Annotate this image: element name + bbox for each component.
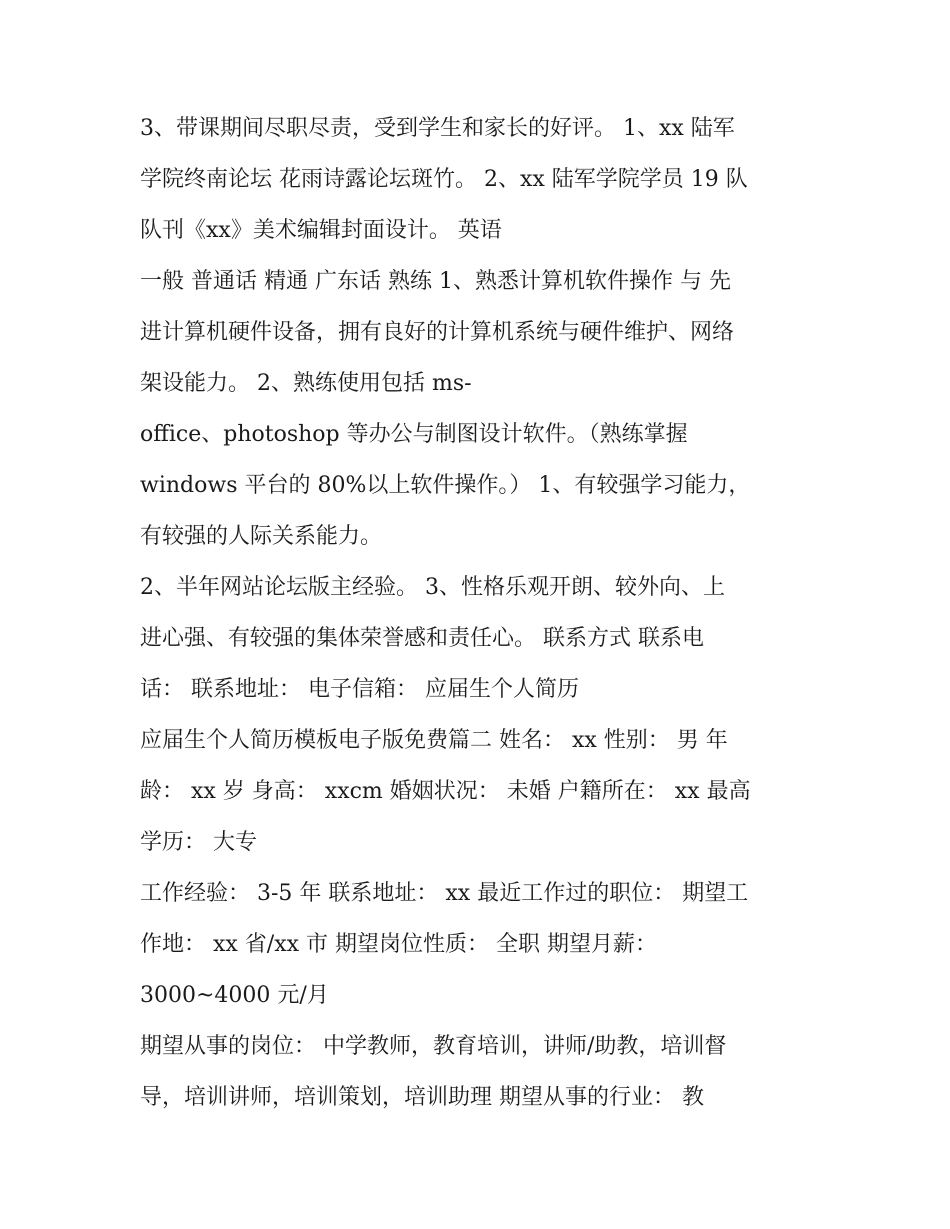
text-line: 期望从事的岗位： 中学教师，教育培训，讲师/助教，培训督 bbox=[140, 1034, 727, 1059]
text-line: 有较强的人际关系能力。 bbox=[140, 524, 383, 549]
text-line: 3000~4000 元/月 bbox=[140, 983, 329, 1008]
text-line: 2、半年网站论坛版主经验。 3、性格乐观开朗、较外向、上 bbox=[140, 575, 725, 600]
text-line: 队刊《xx》美术编辑封面设计。 英语 bbox=[140, 218, 502, 243]
text-line: 进计算机硬件设备，拥有良好的计算机系统与硬件维护、网络 bbox=[140, 320, 735, 345]
text-line: 龄： xx 岁 身高： xxcm 婚姻状况： 未婚 户籍所在： xx 最高 bbox=[140, 779, 751, 804]
text-line: office、photoshop 等办公与制图设计软件。（熟练掌握 bbox=[140, 422, 688, 447]
text-line: 工作经验： 3-5 年 联系地址： xx 最近工作过的职位： 期望工 bbox=[140, 881, 749, 906]
text-line: 一般 普通话 精通 广东话 熟练 1、熟悉计算机软件操作 与 先 bbox=[140, 269, 731, 294]
text-line: 话： 联系地址： 电子信箱： 应届生个人简历 bbox=[140, 677, 579, 702]
text-line: 应届生个人简历模板电子版免费篇二 姓名： xx 性别： 男 年 bbox=[140, 728, 728, 753]
text-line: 学院终南论坛 花雨诗露论坛斑竹。 2、xx 陆军学院学员 19 队 bbox=[140, 167, 748, 192]
text-line: 3、带课期间尽职尽责，受到学生和家长的好评。 1、xx 陆军 bbox=[140, 116, 735, 141]
text-line: 学历： 大专 bbox=[140, 830, 257, 855]
text-line: 架设能力。 2、熟练使用包括 ms- bbox=[140, 371, 472, 396]
body-text bbox=[140, 103, 840, 1123]
text-line: 导，培训讲师，培训策划，培训助理 期望从事的行业： 教 bbox=[140, 1085, 704, 1110]
text-line: 进心强、有较强的集体荣誉感和责任心。 联系方式 联系电 bbox=[140, 626, 704, 651]
text-line: windows 平台的 80%以上软件操作。） 1、有较强学习能力， bbox=[140, 473, 751, 498]
text-line: 作地： xx 省/xx 市 期望岗位性质： 全职 期望月薪： bbox=[140, 932, 658, 957]
